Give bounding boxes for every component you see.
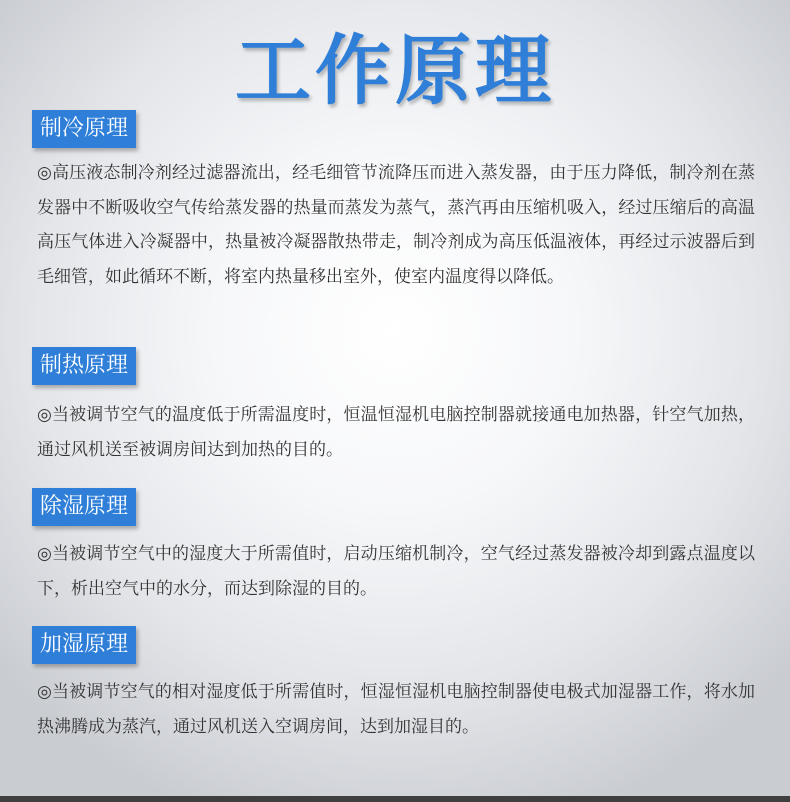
section-label-dehumidifying: 除湿原理 — [32, 488, 136, 526]
section-text-cooling: ◎高压液态制冷剂经过滤器流出，经毛细管节流降压而进入蒸发器，由于压力降低，制冷剂在蒸发器中不断吸收空气传给蒸发器的热量而蒸发为蒸气，蒸汽再由压缩机吸入，经过压缩后的高温高压气体进入冷凝器中，热量被冷凝器散热带走，制冷剂成为高压低温液体，再经过示波器后到毛细管，如此循环不断，将室内热量移出室外，使室内温度得以降低。 — [37, 163, 755, 287]
section-text-dehumidifying: ◎当被调节空气中的湿度大于所需值时，启动压缩机制冷，空气经过蒸发器被冷却到露点温度以下，析出空气中的水分，而达到除湿的目的。 — [37, 544, 755, 599]
section-label-cooling: 制冷原理 — [32, 110, 136, 148]
section-text-heating: ◎当被调节空气的温度低于所需温度时，恒温恒湿机电脑控制器就接通电加热器，针空气加热，通过风机送至被调房间达到加热的目的。 — [37, 405, 755, 460]
bottom-divider-bar — [0, 796, 790, 802]
section-label-heating: 制热原理 — [32, 347, 136, 385]
page-title: 工作原理 — [235, 26, 555, 115]
section-text-humidifying: ◎当被调节空气的相对湿度低于所需值时，恒湿恒湿机电脑控制器使电极式加湿器工作，将水加热沸腾成为蒸汽，通过风机送入空调房间，达到加湿目的。 — [37, 682, 755, 737]
section-label-humidifying: 加湿原理 — [32, 626, 136, 664]
